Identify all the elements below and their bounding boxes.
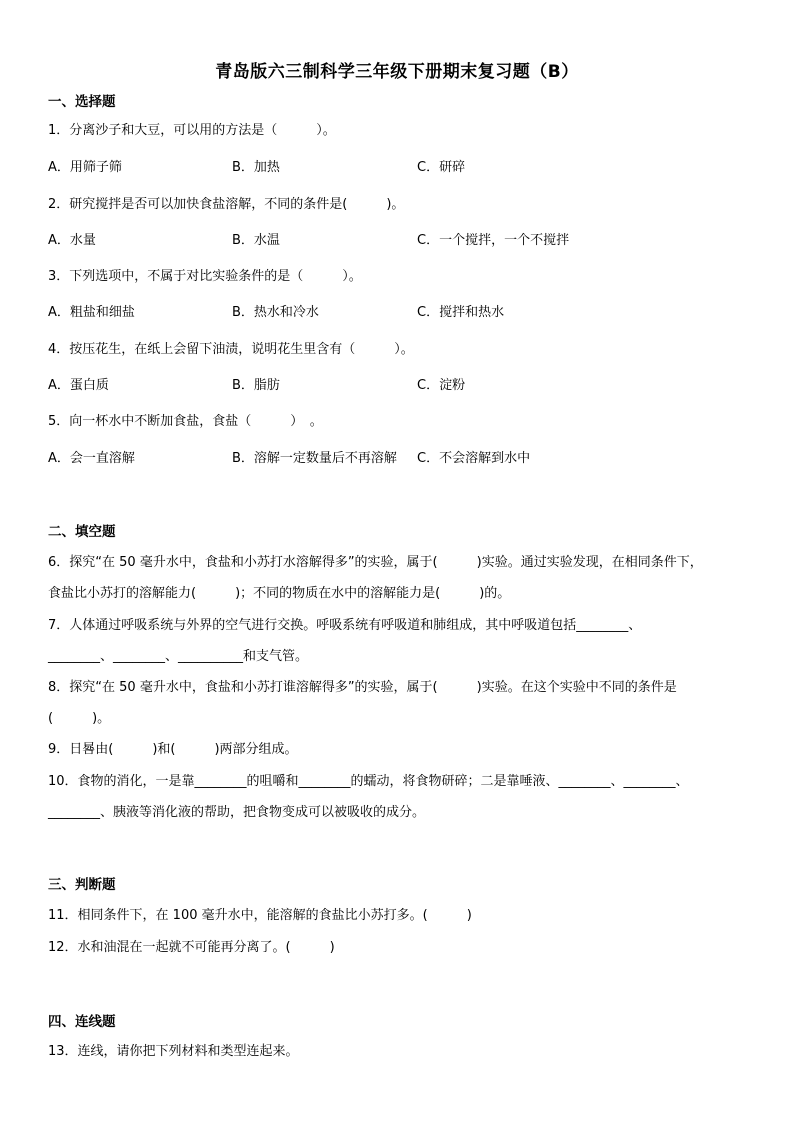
question-3-option-a: A．粗盐和细盐 bbox=[48, 305, 135, 320]
question-6-line-2: 食盐比小苏打的溶解能力( )；不同的物质在水中的溶解能力是( )的。 bbox=[48, 586, 511, 601]
question-3-option-c: C．搅拌和热水 bbox=[417, 305, 505, 320]
question-1-option-a: A．用筛子筛 bbox=[48, 160, 122, 175]
question-4-option-b: B．脂肪 bbox=[232, 378, 280, 393]
question-5-stem: 5．向一杯水中不断加食盐，食盐（ ） 。 bbox=[48, 414, 323, 429]
question-7-line-2: ________、________、__________和支气管。 bbox=[48, 649, 309, 664]
question-10-line-2: ________、胰液等消化液的帮助，把食物变成可以被吸收的成分。 bbox=[48, 805, 426, 820]
question-1-option-c: C．研碎 bbox=[417, 160, 466, 175]
question-8-line-2: ( )。 bbox=[48, 711, 111, 726]
question-9-line: 9．日晷由( )和( )两部分组成。 bbox=[48, 742, 298, 757]
question-3-stem: 3．下列选项中，不属于对比实验条件的是（ ）。 bbox=[48, 269, 362, 284]
question-5-option-a: A．会一直溶解 bbox=[48, 451, 135, 466]
question-2-stem: 2．研究搅拌是否可以加快食盐溶解，不同的条件是( )。 bbox=[48, 197, 405, 212]
question-13-line: 13．连线，请你把下列材料和类型连起来。 bbox=[48, 1044, 299, 1059]
section-heading-judge: 三、判断题 bbox=[48, 877, 116, 893]
question-5-option-b: B．溶解一定数量后不再溶解 bbox=[232, 451, 397, 466]
question-4-option-c: C．淀粉 bbox=[417, 378, 466, 393]
question-1-stem: 1．分离沙子和大豆，可以用的方法是（ ）。 bbox=[48, 123, 336, 138]
question-2-option-c: C．一个搅拌，一个不搅拌 bbox=[417, 233, 570, 248]
question-3-option-b: B．热水和冷水 bbox=[232, 305, 319, 320]
question-12-line: 12．水和油混在一起就不可能再分离了。( ) bbox=[48, 940, 335, 955]
question-4-option-a: A．蛋白质 bbox=[48, 378, 109, 393]
question-2-option-b: B．水温 bbox=[232, 233, 280, 248]
question-2-option-a: A．水量 bbox=[48, 233, 96, 248]
question-8-line-1: 8．探究“在 50 毫升水中，食盐和小苏打谁溶解得多”的实验，属于( )实验。在这个实验中不同的条件是 bbox=[48, 680, 677, 695]
question-4-stem: 4．按压花生，在纸上会留下油渍，说明花生里含有（ ）。 bbox=[48, 342, 414, 357]
section-heading-choice: 一、选择题 bbox=[48, 94, 116, 110]
question-6-line-1: 6．探究“在 50 毫升水中，食盐和小苏打水溶解得多”的实验，属于( )实验。通过实验发现，在相同条件下， bbox=[48, 555, 703, 570]
page-title: 青岛版六三制科学三年级下册期末复习题（B） bbox=[215, 62, 579, 82]
question-11-line: 11．相同条件下，在 100 毫升水中，能溶解的食盐比小苏打多。( ) bbox=[48, 908, 472, 923]
question-1-option-b: B．加热 bbox=[232, 160, 280, 175]
question-5-option-c: C．不会溶解到水中 bbox=[417, 451, 531, 466]
section-heading-match: 四、连线题 bbox=[48, 1014, 116, 1030]
section-heading-fill: 二、填空题 bbox=[48, 524, 116, 540]
question-10-line-1: 10．食物的消化，一是靠________的咀嚼和________的蠕动，将食物研碎；二是靠唾液、________、________、 bbox=[48, 774, 689, 789]
question-7-line-1: 7．人体通过呼吸系统与外界的空气进行交换。呼吸系统有呼吸道和肺组成，其中呼吸道包括________、 bbox=[48, 618, 642, 633]
